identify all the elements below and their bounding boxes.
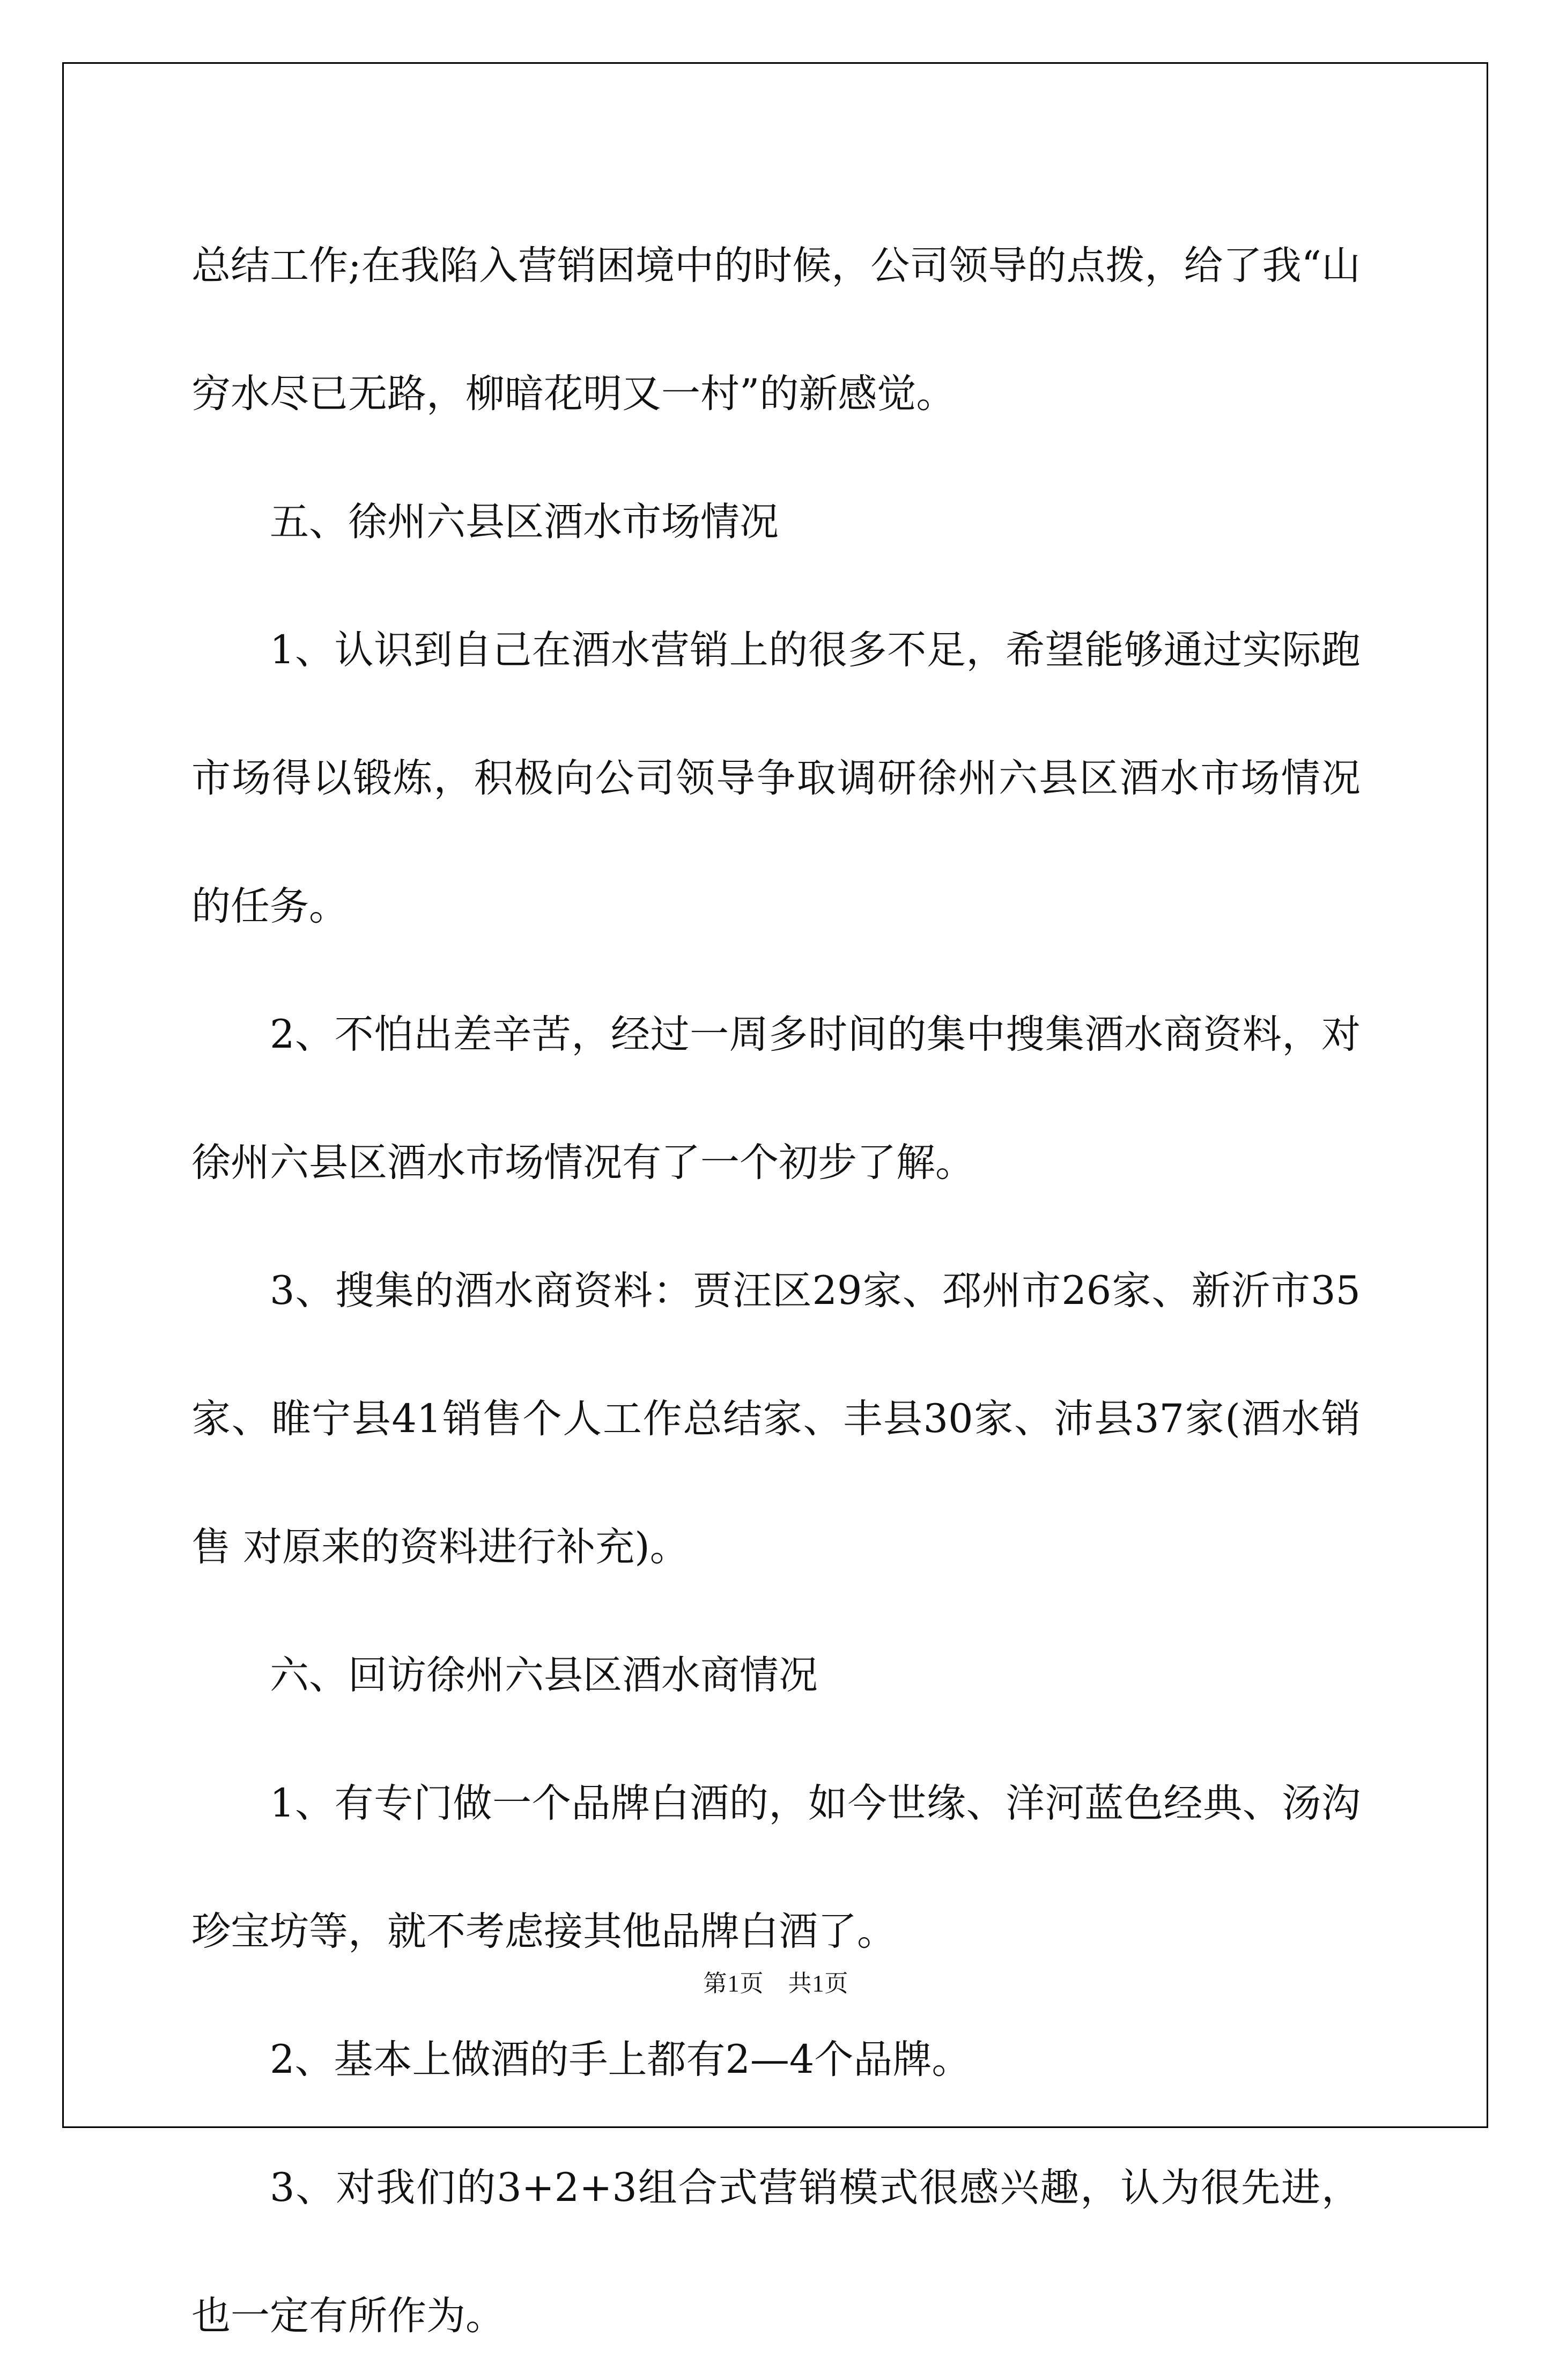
paragraph-6-2: 2、基本上做酒的手上都有2—4个品牌。 (270, 2037, 971, 2082)
paragraph-5-1: 1、认识到自己在酒水营销上的很多不足，希望能够通过实际跑市场得以锻炼，积极向公司领导争取调研徐州六县区酒水市场情况的任务。 (191, 627, 1361, 929)
paragraph-6-1: 1、有专门做一个品牌白酒的，如今世缘、洋河蓝色经典、汤沟珍宝坊等，就不考虑接其他品牌白酒了。 (191, 1781, 1361, 1954)
paragraph-6-3: 3、对我们的3+2+3组合式营销模式很感兴趣，认为很先进，也一定有所作为。 (191, 2165, 1361, 2339)
paragraph-5-2: 2、不怕出差辛苦，经过一周多时间的集中搜集酒水商资料，对徐州六县区酒水市场情况有了一个初步了解。 (191, 1012, 1361, 1185)
section-heading-6: 六、回访徐州六县区酒水商情况 (270, 1652, 818, 1698)
paragraph-5-3: 3、搜集的酒水商资料：贾汪区29家、邳州市26家、新沂市35家、睢宁县41销售个人工作总结家、丰县30家、沛县37家(酒水销售 对原来的资料进行补充)。 (191, 1268, 1361, 1570)
section-heading-5: 五、徐州六县区酒水市场情况 (270, 499, 779, 545)
page-footer: 第1页 共1页 (703, 1970, 849, 1997)
paragraph-1: 总结工作;在我陷入营销困境中的时候，公司领导的点拨，给了我“山穷水尽已无路，柳暗花明又一村”的新感觉。 (191, 243, 1361, 417)
document-body (191, 202, 1361, 2380)
